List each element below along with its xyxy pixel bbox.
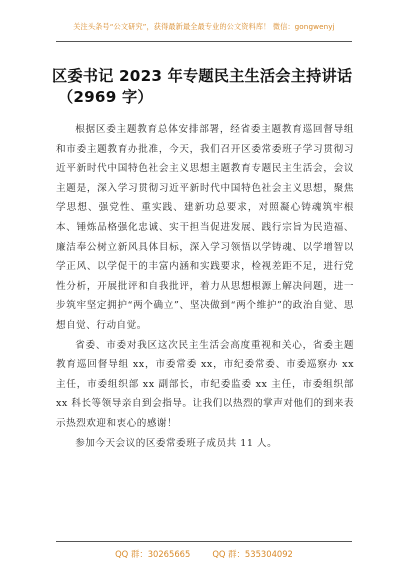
title-line-word-count: （2969 字） [58,88,153,106]
header-divider [56,41,352,42]
document-body [56,120,354,453]
title-line-main: 区委书记 2023 年专题民主生活会主持讲话 [52,67,353,85]
footer-contact-note [0,548,408,560]
footer-divider [56,541,352,542]
document-title [52,66,362,108]
body-paragraph: 省委、市委对我区这次民主生活会高度重视和关心，省委主题教育巡回督导组 xx，市委常委 xx，市纪委常委、市委巡察办 xx 主任，市委组织部 xx 副部长，市纪委监委 xx 主任，市委组织部 xx 科长等领导亲自到会指导。让我们以热烈的掌声对他们的到来表示热烈欢迎和衷心的感谢！ [56,339,354,429]
body-paragraph: 参加今天会议的区委常委班子成员共 11 人。 [75,437,278,449]
header-promo-note: 关注头条号“公文研究”，获得最新最全最专业的公文资料库！ 微信：gongwenyj [73,22,335,31]
footer-qq-group-2: QQ 群：535304092 [212,549,293,559]
footer-qq-group-1: QQ 群：30265665 [115,549,191,559]
body-paragraph: 根据区委主题教育总体安排部署，经省委主题教育巡回督导组和市委主题教育办批准，今天，我们召开区委常委班子学习贯彻习近平新时代中国特色社会主义思想主题教育专题民主生活会，会议主题是，深入学习贯彻习近平新时代中国特色社会主义思想，聚焦学思想、强党性、重实践、建新功总要求，对照凝心铸魂筑牢根本、锤炼品格强化忠诚、实干担当促进发展、践行宗旨为民造福、廉洁奉公树立新风具体目标，深入学习领悟以学铸魂、以学增智以学正风、以学促干的丰富内涵和实践要求，检视差距不足，进行党性分析，开展批评和自我批评，着力从思想根源上解决问题，进一步筑牢坚定拥护“两个确立”、坚决做到“两个维护”的政治自觉、思想自觉、行动自觉。 [56,124,354,331]
